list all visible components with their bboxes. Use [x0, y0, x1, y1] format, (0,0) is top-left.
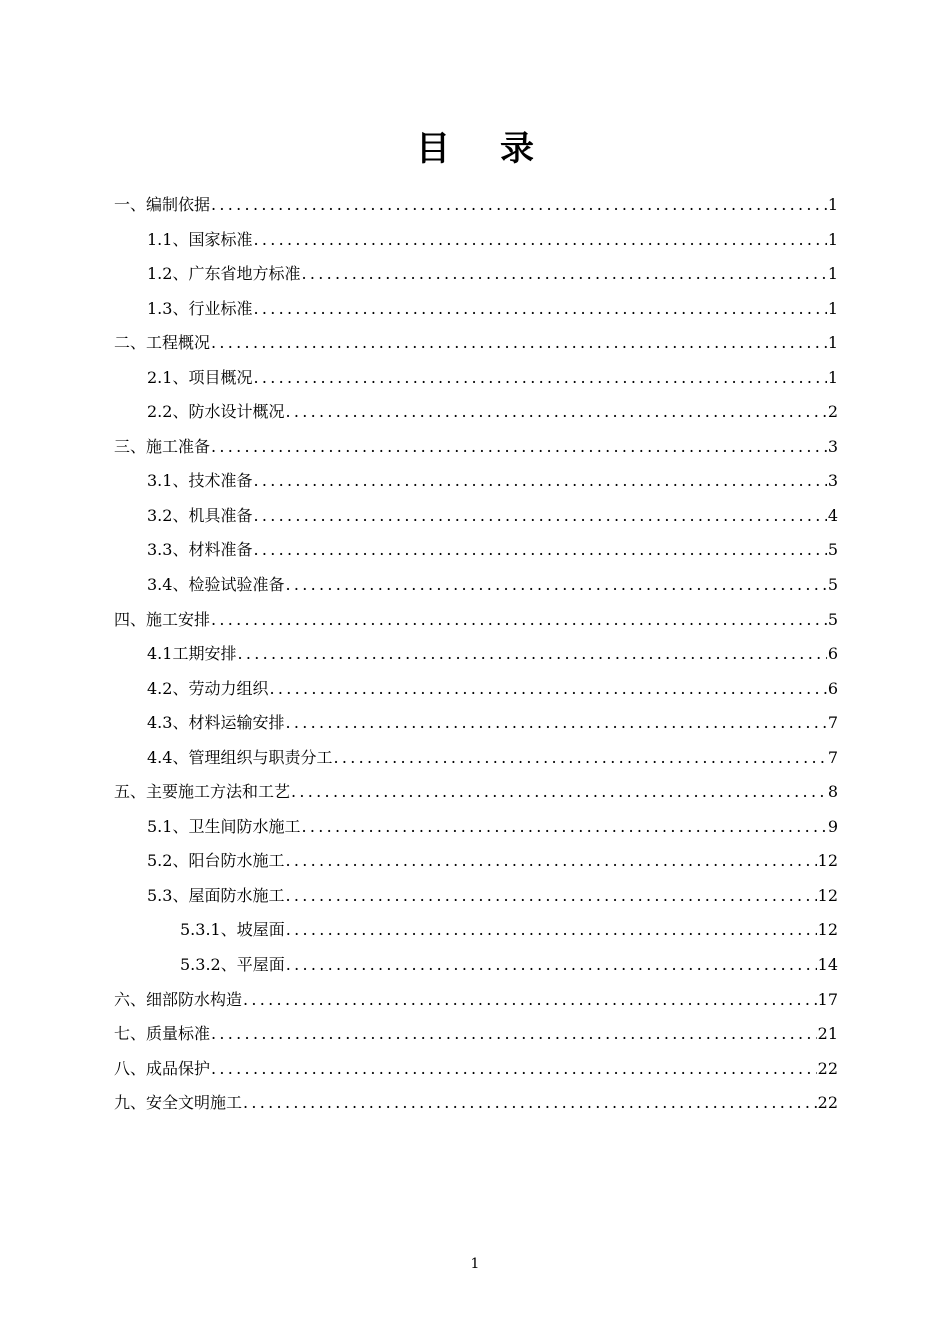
toc-entry-page-number: 1 [827, 333, 838, 353]
toc-entry-page-number: 1 [827, 264, 838, 284]
toc-entry-page-number: 12 [817, 885, 838, 905]
toc-entry[interactable] [114, 672, 838, 707]
toc-entry[interactable] [114, 775, 838, 810]
toc-entry[interactable] [114, 464, 838, 499]
toc-entry[interactable] [114, 326, 838, 361]
toc-entry-label: 3.3、材料准备 [147, 540, 253, 560]
toc-entry-page-number: 8 [827, 782, 838, 802]
toc-dot-leader [286, 948, 817, 983]
toc-entry-page-number: 22 [817, 1058, 838, 1078]
toc-entry-page-number: 2 [827, 402, 838, 422]
toc-entry-label: 二、工程概况 [114, 333, 211, 353]
toc-entry-label: 3.2、机具准备 [147, 505, 253, 525]
toc-entry[interactable] [114, 568, 838, 603]
toc-entry[interactable] [114, 430, 838, 465]
toc-dot-leader [243, 1086, 817, 1121]
toc-entry[interactable] [114, 292, 838, 327]
toc-entry-page-number: 12 [817, 851, 838, 871]
table-of-contents [114, 188, 838, 1121]
toc-dot-leader [253, 361, 826, 396]
toc-dot-leader [333, 741, 826, 776]
toc-entry[interactable] [114, 533, 838, 568]
toc-entry-label: 八、成品保护 [114, 1058, 211, 1078]
toc-entry-label: 九、安全文明施工 [114, 1093, 243, 1113]
toc-dot-leader [285, 568, 826, 603]
toc-dot-leader [285, 879, 816, 914]
toc-entry-page-number: 6 [827, 678, 838, 698]
toc-entry[interactable] [114, 603, 838, 638]
toc-dot-leader [253, 223, 826, 258]
page-title: 目录 [416, 129, 584, 169]
toc-entry-page-number: 5 [827, 609, 838, 629]
toc-dot-leader [211, 603, 827, 638]
toc-entry-page-number: 21 [817, 1024, 838, 1044]
toc-entry-page-number: 1 [827, 367, 838, 387]
toc-entry-label: 5.1、卫生间防水施工 [147, 816, 301, 836]
toc-entry-label: 5.3.2、平屋面 [180, 955, 285, 975]
toc-entry[interactable] [114, 361, 838, 396]
toc-entry-label: 2.2、防水设计概况 [147, 402, 285, 422]
toc-entry-page-number: 9 [827, 816, 838, 836]
toc-dot-leader [211, 1017, 817, 1052]
toc-dot-leader [211, 188, 827, 223]
toc-entry-page-number: 12 [817, 920, 838, 940]
toc-entry-page-number: 6 [827, 644, 838, 664]
toc-dot-leader [286, 913, 817, 948]
toc-entry-label: 4.1工期安排 [147, 644, 237, 664]
toc-dot-leader [285, 395, 826, 430]
toc-entry-page-number: 1 [827, 229, 838, 249]
toc-entry-page-number: 22 [817, 1093, 838, 1113]
toc-entry-label: 六、细部防水构造 [114, 989, 243, 1009]
toc-entry-label: 1.3、行业标准 [147, 298, 253, 318]
toc-entry[interactable] [114, 913, 838, 948]
toc-entry-label: 5.2、阳台防水施工 [147, 851, 285, 871]
toc-entry-label: 3.1、技术准备 [147, 471, 253, 491]
toc-entry-label: 5.3.1、坡屋面 [180, 920, 285, 940]
toc-entry[interactable] [114, 706, 838, 741]
toc-entry[interactable] [114, 879, 838, 914]
toc-entry-page-number: 7 [827, 713, 838, 733]
toc-entry-label: 五、主要施工方法和工艺 [114, 782, 291, 802]
toc-dot-leader [253, 533, 826, 568]
toc-dot-leader [243, 983, 817, 1018]
toc-entry-page-number: 7 [827, 747, 838, 767]
toc-entry[interactable] [114, 637, 838, 672]
toc-entry[interactable] [114, 188, 838, 223]
toc-dot-leader [211, 430, 827, 465]
toc-entry-page-number: 3 [827, 471, 838, 491]
toc-entry-page-number: 5 [827, 575, 838, 595]
toc-entry[interactable] [114, 1017, 838, 1052]
toc-entry[interactable] [114, 257, 838, 292]
toc-entry-label: 4.3、材料运输安排 [147, 713, 285, 733]
footer-page-number: 1 [470, 1256, 480, 1272]
toc-entry[interactable] [114, 741, 838, 776]
toc-entry[interactable] [114, 395, 838, 430]
toc-dot-leader [291, 775, 827, 810]
toc-entry-page-number: 5 [827, 540, 838, 560]
toc-entry[interactable] [114, 983, 838, 1018]
toc-dot-leader [253, 464, 826, 499]
toc-entry-label: 一、编制依据 [114, 195, 211, 214]
toc-entry-page-number: 17 [817, 989, 838, 1009]
toc-entry[interactable] [114, 1086, 838, 1121]
toc-entry[interactable] [114, 1052, 838, 1087]
toc-entry[interactable] [114, 810, 838, 845]
toc-dot-leader [301, 810, 826, 845]
toc-entry[interactable] [114, 499, 838, 534]
toc-dot-leader [253, 292, 826, 327]
toc-entry-page-number: 1 [827, 298, 838, 318]
toc-dot-leader [253, 499, 826, 534]
toc-dot-leader [301, 257, 826, 292]
toc-dot-leader [269, 672, 826, 707]
toc-entry-label: 4.4、管理组织与职责分工 [147, 747, 333, 767]
toc-entry-page-number: 4 [827, 505, 838, 525]
toc-dot-leader [211, 1052, 817, 1087]
toc-entry-label: 三、施工准备 [114, 436, 211, 456]
toc-dot-leader [237, 637, 826, 672]
toc-entry-label: 4.2、劳动力组织 [147, 678, 269, 698]
toc-entry-label: 四、施工安排 [114, 609, 211, 629]
toc-entry-label: 3.4、检验试验准备 [147, 575, 285, 595]
toc-entry-page-number: 1 [827, 195, 838, 214]
toc-dot-leader [285, 706, 826, 741]
toc-entry-page-number: 14 [817, 955, 838, 975]
toc-entry-label: 2.1、项目概况 [147, 367, 253, 387]
toc-entry-label: 七、质量标准 [114, 1024, 211, 1044]
toc-entry-label: 5.3、屋面防水施工 [147, 885, 285, 905]
toc-entry[interactable] [114, 948, 838, 983]
toc-entry-page-number: 3 [827, 436, 838, 456]
toc-entry-label: 1.1、国家标准 [147, 229, 253, 249]
toc-entry[interactable] [114, 223, 838, 258]
toc-dot-leader [285, 844, 816, 879]
toc-dot-leader [211, 326, 827, 361]
toc-entry-label: 1.2、广东省地方标准 [147, 264, 301, 284]
toc-entry[interactable] [114, 844, 838, 879]
